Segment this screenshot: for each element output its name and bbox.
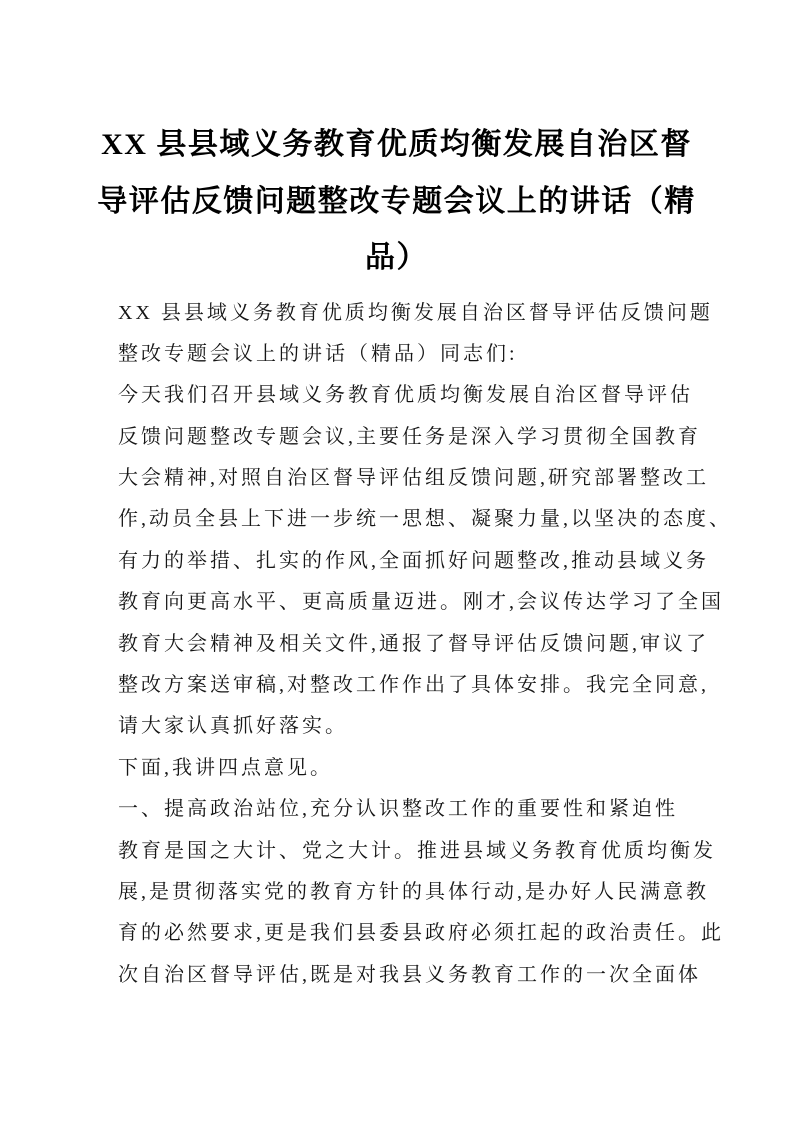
body-line: XX 县县域义务教育优质均衡发展自治区督导评估反馈问题 bbox=[118, 301, 713, 324]
body-line: 大会精神,对照自治区督导评估组反馈问题,研究部署整改工 bbox=[118, 467, 709, 490]
body-line: 下面,我讲四点意见。 bbox=[118, 756, 333, 779]
body-line: 有力的举措、扎实的作风,全面抓好问题整改,推动县域义务 bbox=[118, 549, 709, 572]
document-body bbox=[0, 293, 793, 997]
title-line: XX 县县域义务教育优质均衡发展自治区督 bbox=[101, 128, 692, 161]
body-line: 整改专题会议上的讲话（精品）同志们: bbox=[118, 342, 518, 365]
body-line: 教育是国之大计、党之大计。推进县域义务教育优质均衡发 bbox=[118, 839, 716, 862]
body-line: 次自治区督导评估,既是对我县义务教育工作的一次全面体 bbox=[118, 963, 701, 986]
body-line: 展,是贯彻落实党的教育方针的具体行动,是办好人民满意教 bbox=[118, 880, 709, 903]
body-line: 教育大会精神及相关文件,通报了督导评估反馈问题,审议了 bbox=[118, 632, 709, 655]
body-line: 请大家认真抓好落实。 bbox=[118, 715, 348, 738]
body-line: 今天我们召开县域义务教育优质均衡发展自治区督导评估 bbox=[118, 384, 693, 407]
body-line: 教育向更高水平、更高质量迈进。刚才,会议传达学习了全国 bbox=[118, 591, 724, 614]
document-title bbox=[0, 0, 793, 287]
body-line: 育的必然要求,更是我们县委县政府必须扛起的政治责任。此 bbox=[118, 922, 724, 945]
title-line: 导评估反馈问题整改专题会议上的讲话（精 bbox=[97, 184, 696, 218]
body-line-section-heading: 一、提高政治站位,充分认识整改工作的重要性和紧迫性 bbox=[118, 798, 678, 821]
body-line: 作,动员全县上下进一步统一思想、凝聚力量,以坚决的态度、 bbox=[118, 508, 732, 531]
body-line: 反馈问题整改专题会议,主要任务是深入学习贯彻全国教育 bbox=[118, 425, 701, 448]
title-line: 品） bbox=[365, 241, 428, 274]
body-line: 整改方案送审稿,对整改工作作出了具体安排。我完全同意, bbox=[118, 674, 709, 697]
